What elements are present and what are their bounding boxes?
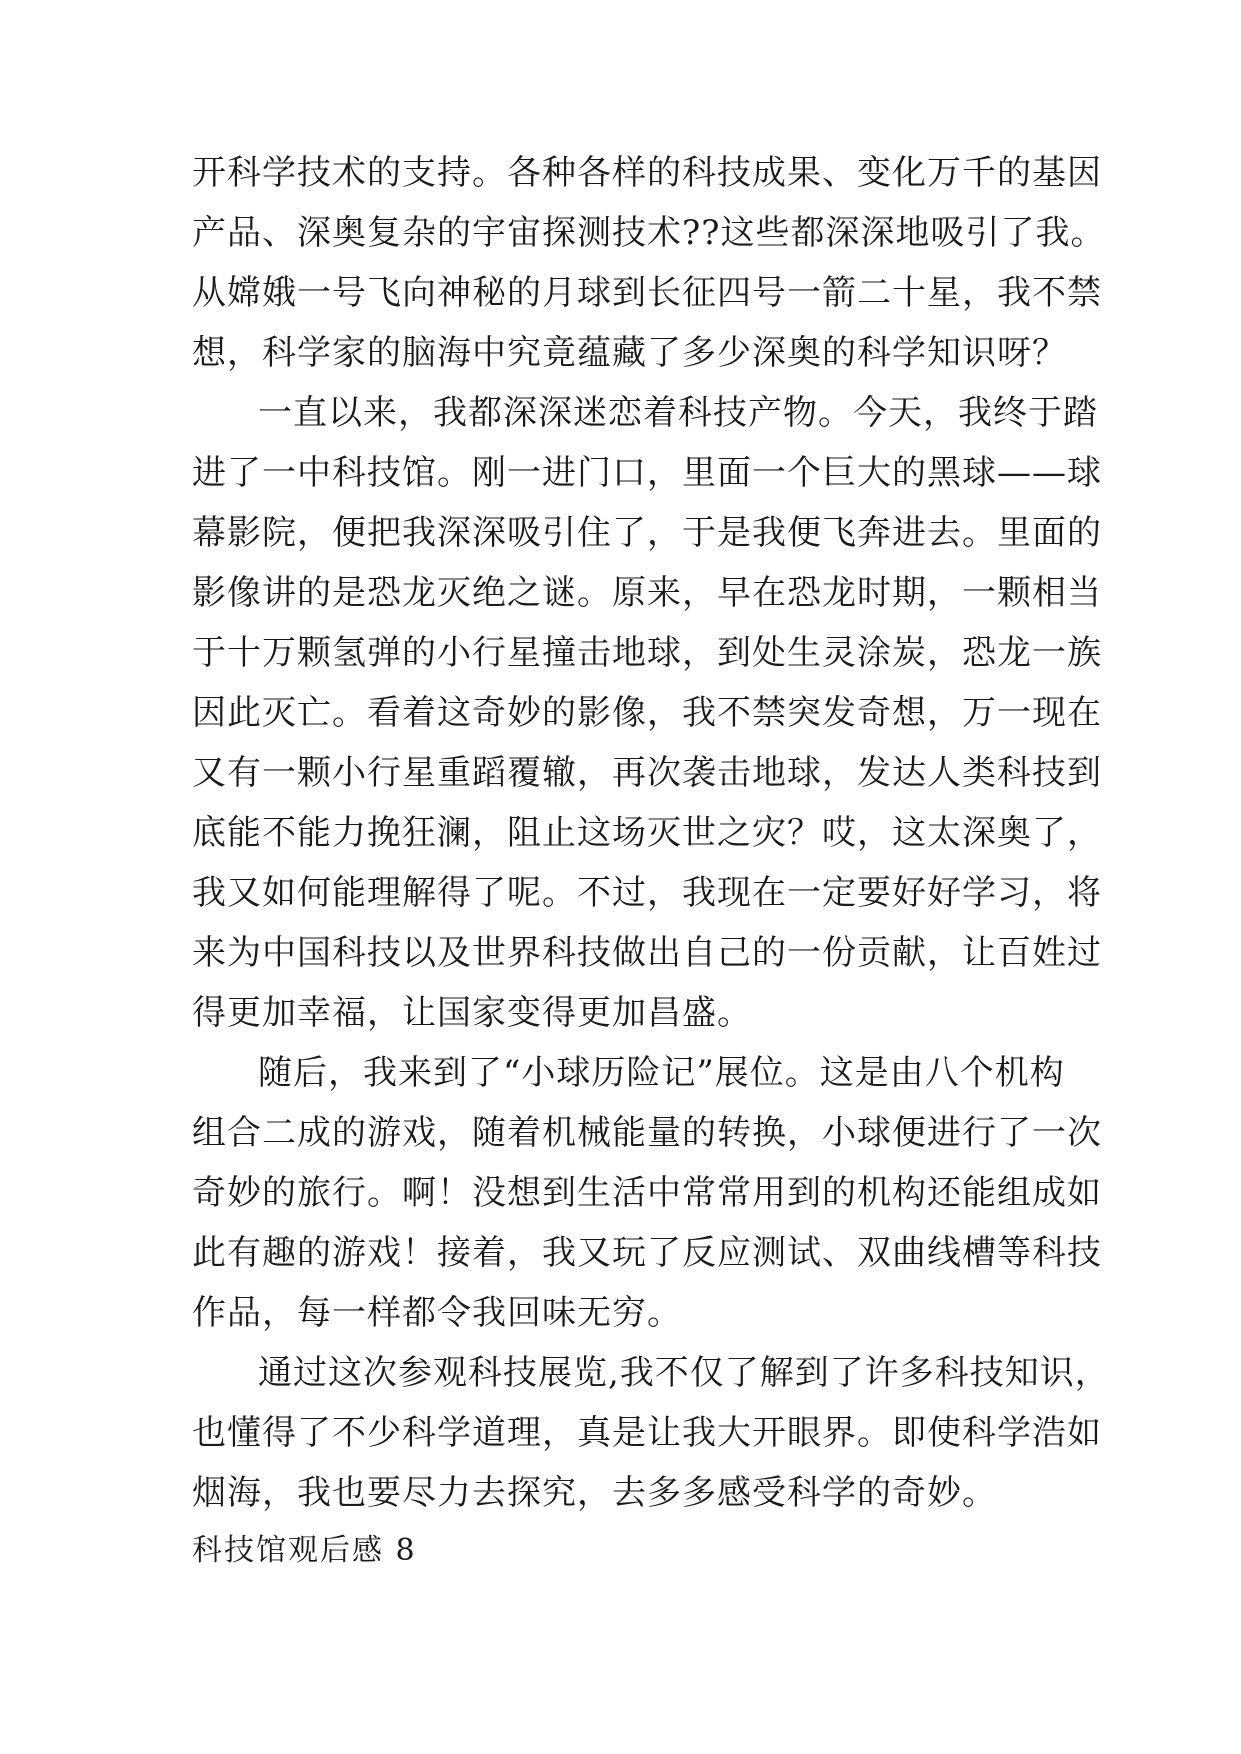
text-line: 产品、深奥复杂的宇宙探测技术??这些都深深地吸引了我。	[192, 213, 1106, 253]
text-line: 组合二成的游戏，随着机械能量的转换，小球便进行了一次	[192, 1113, 1102, 1153]
text-line: 因此灭亡。看着这奇妙的影像，我不禁突发奇想，万一现在	[192, 693, 1102, 733]
text-line: 于十万颗氢弹的小行星撞击地球，到处生灵涂炭，恐龙一族	[192, 633, 1102, 673]
text-line: 烟海，我也要尽力去探究，去多多感受科学的奇妙。	[192, 1473, 997, 1513]
text-line: 作品，每一样都令我回味无穷。	[192, 1293, 682, 1333]
text-line: 想，科学家的脑海中究竟蕴藏了多少深奥的科学知识呀？	[192, 333, 1067, 373]
text-line: 此有趣的游戏！接着，我又玩了反应测试、双曲线槽等科技	[192, 1233, 1102, 1273]
text-line: 又有一颗小行星重蹈覆辙，再次袭击地球，发达人类科技到	[192, 753, 1102, 793]
text-line: 得更加幸福，让国家变得更加昌盛。	[192, 993, 752, 1033]
text-line: 影像讲的是恐龙灭绝之谜。原来，早在恐龙时期，一颗相当	[192, 573, 1102, 613]
paragraph-start-line: 一直以来，我都深深迷恋着科技产物。今天，我终于踏	[258, 393, 1098, 433]
paragraph-start-line: 随后，我来到了“小球历险记”展位。这是由八个机构	[258, 1053, 1065, 1093]
text-line: 幕影院，便把我深深吸引住了，于是我便飞奔进去。里面的	[192, 513, 1102, 553]
section-heading: 科技馆观后感 8	[192, 1533, 417, 1568]
text-line: 我又如何能理解得了呢。不过，我现在一定要好好学习，将	[192, 873, 1102, 913]
text-line: 奇妙的旅行。啊！没想到生活中常常用到的机构还能组成如	[192, 1173, 1102, 1213]
text-line: 进了一中科技馆。刚一进门口，里面一个巨大的黑球——球	[192, 453, 1102, 493]
text-line: 底能不能力挽狂澜，阻止这场灭世之灾？哎，这太深奥了，	[192, 813, 1102, 853]
paragraph-start-line: 通过这次参观科技展览,我不仅了解到了许多科技知识，	[258, 1353, 1110, 1393]
text-line: 开科学技术的支持。各种各样的科技成果、变化万千的基因	[192, 153, 1102, 193]
text-line: 从嫦娥一号飞向神秘的月球到长征四号一箭二十星，我不禁	[192, 273, 1102, 313]
text-line: 来为中国科技以及世界科技做出自己的一份贡献，让百姓过	[192, 933, 1102, 973]
text-line: 也懂得了不少科学道理，真是让我大开眼界。即使科学浩如	[192, 1413, 1102, 1453]
